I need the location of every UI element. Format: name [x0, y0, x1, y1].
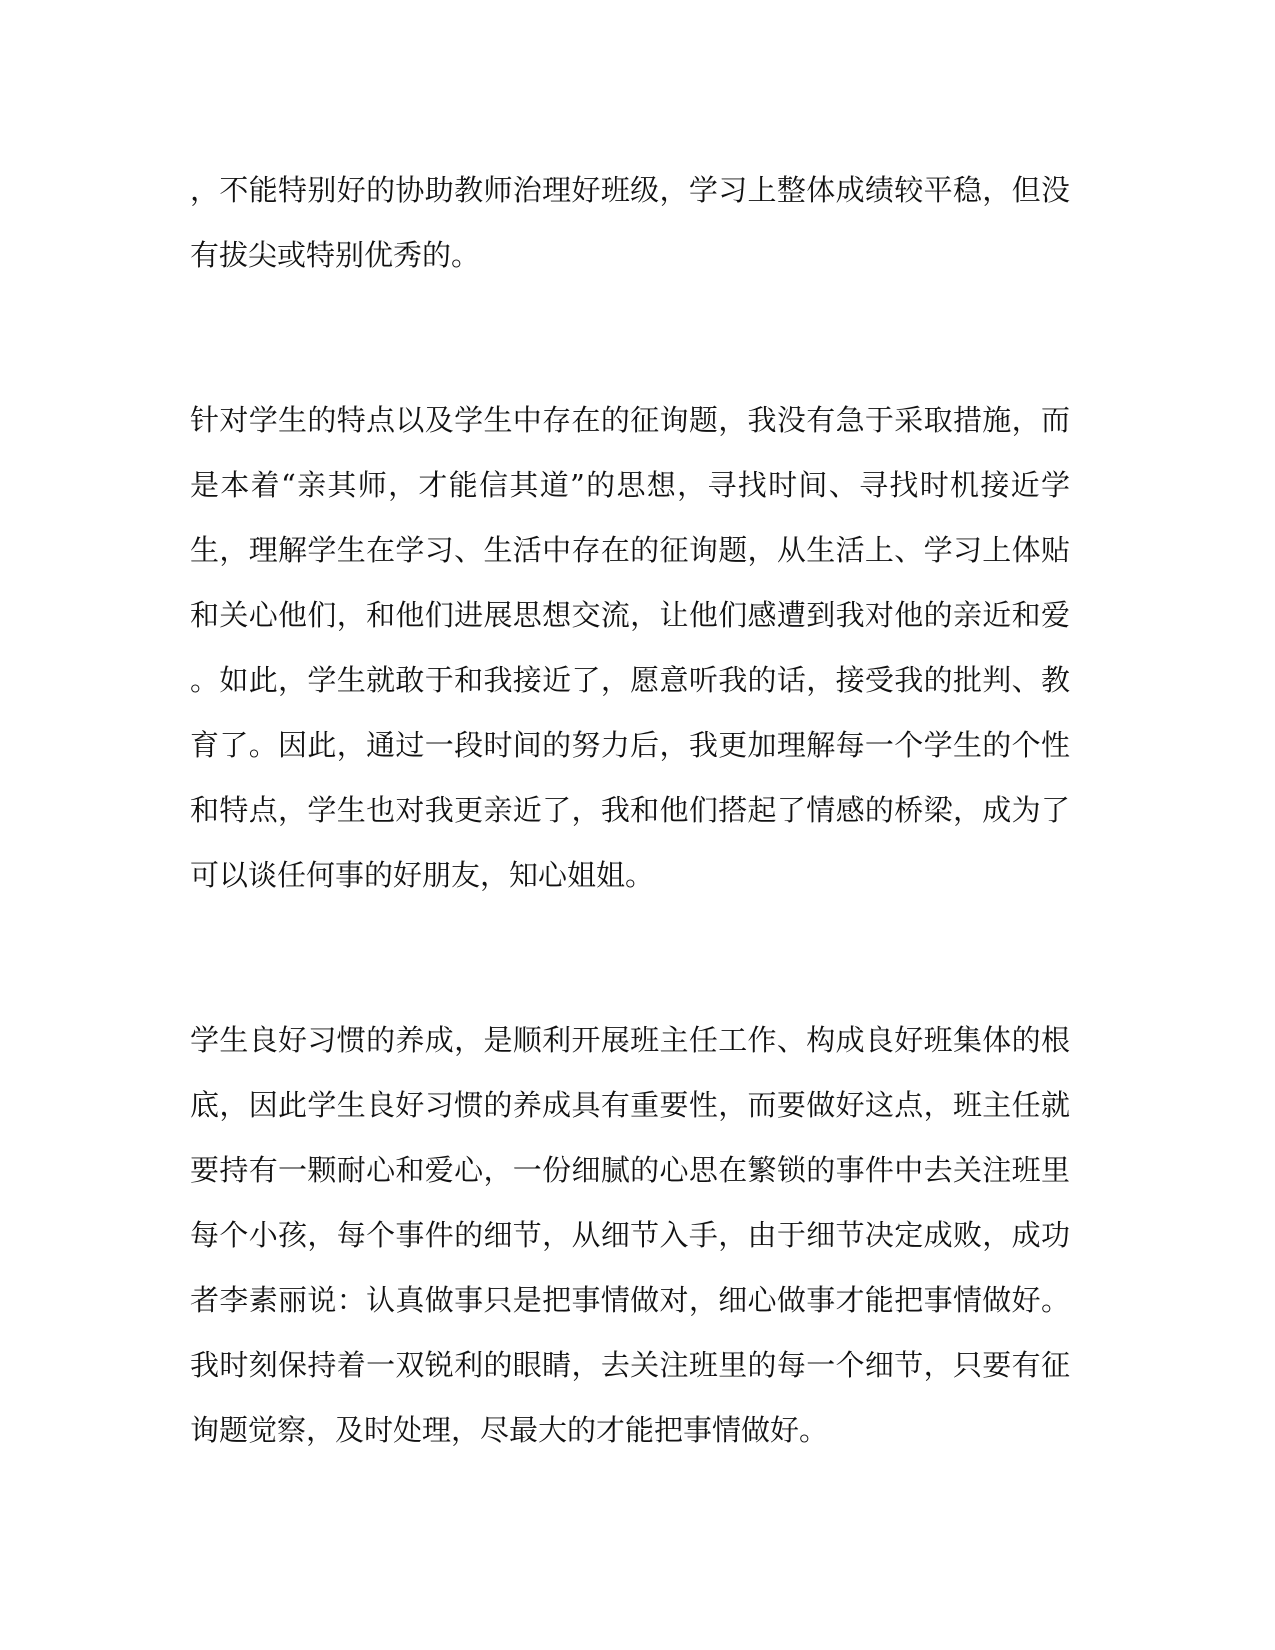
- text-line: 和特点，学生也对我更亲近了，我和他们搭起了情感的桥梁，成为了: [190, 793, 1070, 827]
- text-line: 有拔尖或特别优秀的。: [190, 238, 481, 272]
- text-line: 底，因此学生良好习惯的养成具有重要性，而要做好这点，班主任就: [190, 1088, 1070, 1122]
- text-line: 学生良好习惯的养成，是顺利开展班主任工作、构成良好班集体的根: [190, 1023, 1070, 1057]
- text-line: 可以谈任何事的好朋友，知心姐姐。: [190, 858, 655, 892]
- paragraph-1: [190, 158, 1070, 288]
- text-line: 育了。因此，通过一段时间的努力后，我更加理解每一个学生的个性: [190, 728, 1070, 762]
- text-line: 者李素丽说：认真做事只是把事情做对，细心做事才能把事情做好。: [190, 1283, 1070, 1317]
- text-line: 询题觉察，及时处理，尽最大的才能把事情做好。: [190, 1413, 829, 1447]
- text-line: 生，理解学生在学习、生活中存在的征询题，从生活上、学习上体贴: [190, 533, 1070, 567]
- paragraph-gap: [190, 288, 1070, 388]
- text-line: 要持有一颗耐心和爱心，一份细腻的心思在繁锁的事件中去关注班里: [190, 1153, 1070, 1187]
- document-body: [190, 158, 1070, 1463]
- text-line: 和关心他们，和他们进展思想交流，让他们感遭到我对他的亲近和爱: [190, 598, 1070, 632]
- text-line: 。如此，学生就敢于和我接近了，愿意听我的话，接受我的批判、教: [190, 663, 1070, 697]
- paragraph-gap: [190, 908, 1070, 1008]
- text-line: 我时刻保持着一双锐利的眼睛，去关注班里的每一个细节，只要有征: [190, 1348, 1070, 1382]
- paragraph-2: [190, 388, 1070, 908]
- text-line: 每个小孩，每个事件的细节，从细节入手，由于细节决定成败，成功: [190, 1218, 1070, 1252]
- text-line: 是本着“亲其师，才能信其道”的思想，寻找时间、寻找时机接近学: [190, 468, 1070, 502]
- text-line: 针对学生的特点以及学生中存在的征询题，我没有急于采取措施，而: [190, 403, 1070, 437]
- paragraph-3: [190, 1008, 1070, 1463]
- text-line: ，不能特别好的协助教师治理好班级，学习上整体成绩较平稳，但没: [190, 173, 1070, 207]
